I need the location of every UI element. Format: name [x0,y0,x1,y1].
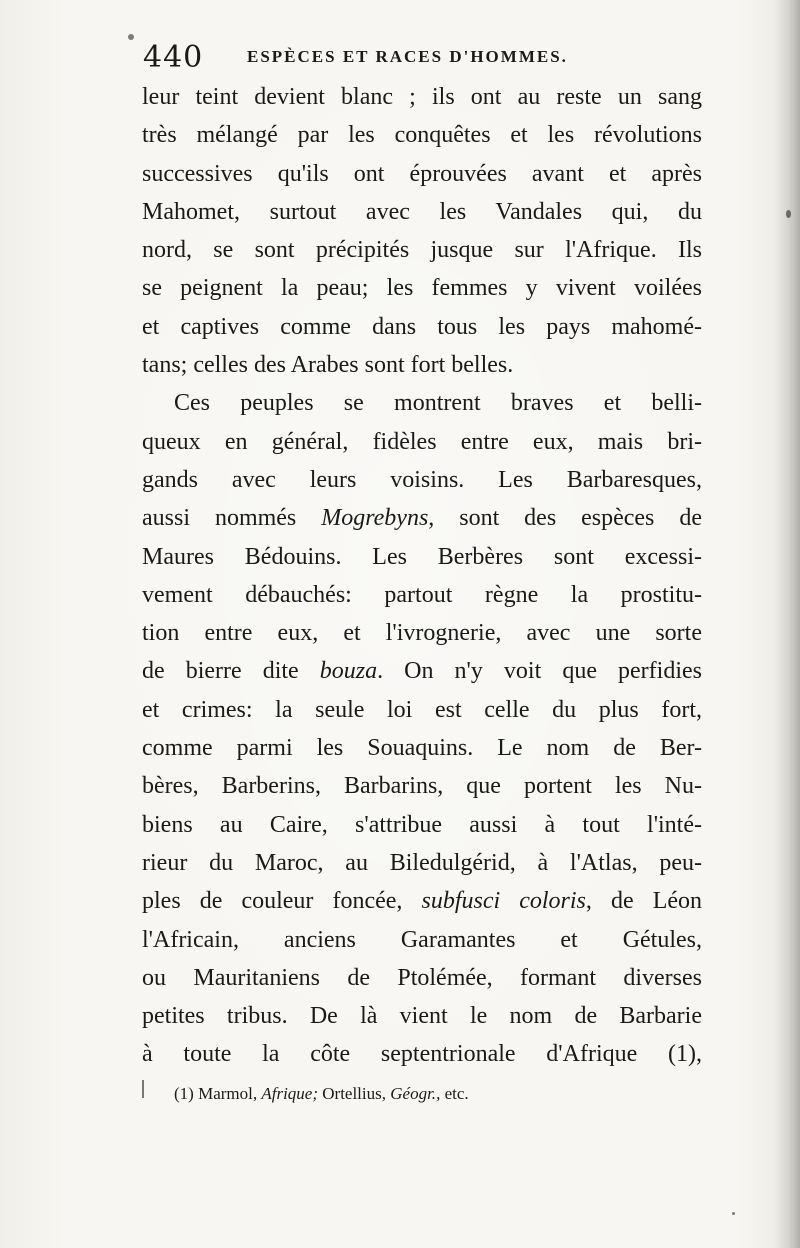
page-edge-shadow [774,0,800,1248]
text-line: queux en général, fidèles entre eux, mais bri- [142,428,702,455]
ink-speck [128,34,134,40]
text-segment: . On n'y voit que perfidies [377,658,702,685]
text-segment: , sont des espèces de [428,505,702,532]
text-line: et captives comme dans tous les pays mahomé- [142,313,702,340]
footnote [174,1080,644,1108]
text-segment: de bierre dite [142,658,320,685]
page-number: 440 [143,40,204,75]
text-line: tion entre eux, et l'ivrognerie, avec une sorte [142,620,702,647]
text-line: gands avec leurs voisins. Les Barbaresques, [142,466,702,493]
text-line: leur teint devient blanc ; ils ont au reste un sang [142,84,702,110]
text-line: ou Mauritaniens de Ptolémée, formant diverses [142,964,702,991]
italic-term: bouza [319,658,378,685]
text-line: tans; celles des Arabes sont fort belles. [142,352,514,379]
text-line: bères, Barberins, Barbarins, que portent les Nu- [142,773,702,800]
text-segment: ples de couleur foncée, [142,888,422,915]
text-line: l'Africain, anciens Garamantes et Gétules, [142,926,702,953]
running-head: ESPÈCES ET RACES D'HOMMES. [247,47,568,66]
text-line: successives qu'ils ont éprouvées avant et après [142,160,702,187]
text-line: et crimes: la seule loi est celle du plus fort, [142,696,702,723]
text-line: à toute la côte septentrionale d'Afrique (1), [142,1041,702,1068]
text-line: se peignent la peau; les femmes y vivent voilées [142,275,702,302]
text-line: Maures Bédouins. Les Berbères sont excessi- [142,543,702,570]
footnote-marker: (1) Marmol, [174,1084,262,1103]
text-line: Ces peuples se montrent braves et belli- [174,390,702,417]
ink-speck [786,210,791,218]
text-line: comme parmi les Souaquins. Le nom de Ber- [142,735,702,762]
text-line: biens au Caire, s'attribue aussi à tout l'inté- [142,811,702,838]
text-segment: aussi nommés [142,505,322,532]
text-line: Mahomet, surtout avec les Vandales qui, du [142,198,702,225]
text-segment: , de Léon [585,888,703,915]
italic-term: subfusci coloris [421,888,586,915]
footnote-work: Afrique; [261,1084,318,1103]
text-line-mixed [142,652,702,690]
body-text [142,78,702,1074]
text-line-mixed [142,499,702,537]
text-line-mixed [142,882,702,920]
text-line: vement débauchés: partout règne la prostitu- [142,581,702,608]
footnote-text: , etc. [436,1084,469,1103]
margin-mark [142,1080,144,1098]
page-header [143,38,643,78]
italic-term: Mogrebyns [321,505,429,532]
footnote-text: Ortellius, [318,1084,391,1103]
text-line: petites tribus. De là vient le nom de Barbarie [142,1003,702,1030]
footnote-work: Géogr. [390,1084,437,1103]
text-line: rieur du Maroc, au Biledulgérid, à l'Atlas, peu- [142,849,702,876]
ink-speck [732,1212,735,1215]
text-line: très mélangé par les conquêtes et les révolutions [142,122,702,149]
text-line: nord, se sont précipités jusque sur l'Afrique. Ils [142,237,702,264]
